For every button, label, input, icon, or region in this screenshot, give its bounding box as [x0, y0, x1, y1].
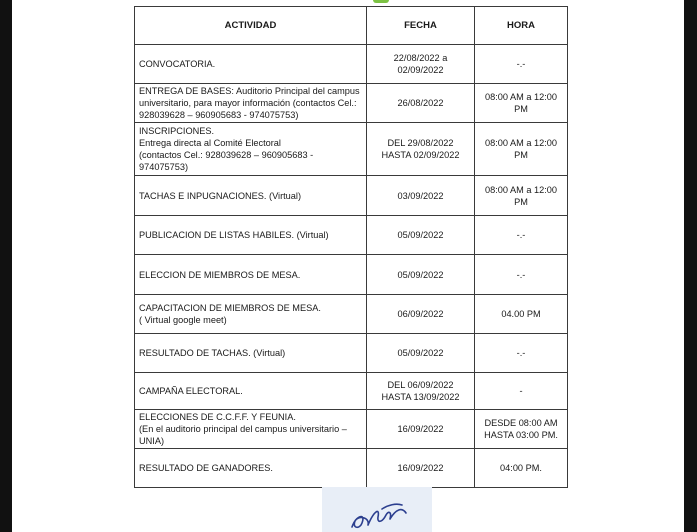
table-row	[135, 334, 568, 373]
cell-actividad: CONVOCATORIA.	[135, 45, 367, 84]
table-row	[135, 295, 568, 334]
cell-fecha: DEL 06/09/2022 HASTA 13/09/2022	[367, 373, 475, 410]
cell-fecha: 16/09/2022	[367, 449, 475, 488]
cell-fecha: 16/09/2022	[367, 410, 475, 449]
cell-fecha: 22/08/2022 a 02/09/2022	[367, 45, 475, 84]
header-hora: HORA	[475, 7, 568, 45]
cell-actividad: ENTREGA DE BASES: Auditorio Principal del campus universitario, para mayor información (contactos Cel.: 928039628 – 960905683 - 974075753)	[135, 84, 367, 123]
header-fecha: FECHA	[367, 7, 475, 45]
table-header-row	[135, 7, 568, 45]
cell-hora: 04.00 PM	[475, 295, 568, 334]
cell-actividad: INSCRIPCIONES. Entrega directa al Comité Electoral (contactos Cel.: 928039628 – 960905683 - 974075753)	[135, 123, 367, 176]
handwritten-signature-icon	[322, 487, 432, 532]
cell-fecha: 05/09/2022	[367, 334, 475, 373]
cell-fecha: 26/08/2022	[367, 84, 475, 123]
cell-actividad: CAPACITACION DE MIEMBROS DE MESA. ( Virtual google meet)	[135, 295, 367, 334]
cell-fecha: 06/09/2022	[367, 295, 475, 334]
table-row	[135, 216, 568, 255]
cell-actividad: ELECCIONES DE C.C.F.F. Y FEUNIA. (En el auditorio principal del campus universitario – UNIA)	[135, 410, 367, 449]
cell-actividad: CAMPAÑA ELECTORAL.	[135, 373, 367, 410]
cell-actividad: RESULTADO DE GANADORES.	[135, 449, 367, 488]
header-actividad: ACTIVIDAD	[135, 7, 367, 45]
table-row	[135, 255, 568, 295]
cell-hora: DESDE 08:00 AM HASTA 03:00 PM.	[475, 410, 568, 449]
table-row	[135, 410, 568, 449]
cell-actividad: RESULTADO DE TACHAS. (Virtual)	[135, 334, 367, 373]
table-row	[135, 176, 568, 216]
cell-fecha: 05/09/2022	[367, 255, 475, 295]
cell-hora: -.-	[475, 216, 568, 255]
cell-fecha: 05/09/2022	[367, 216, 475, 255]
cell-actividad: PUBLICACION DE LISTAS HABILES. (Virtual)	[135, 216, 367, 255]
table-row	[135, 449, 568, 488]
table-row	[135, 84, 568, 123]
cell-hora: 08:00 AM a 12:00 PM	[475, 176, 568, 216]
election-schedule-table	[134, 6, 568, 488]
cell-hora: -.-	[475, 334, 568, 373]
cell-hora: -	[475, 373, 568, 410]
cell-hora: -.-	[475, 255, 568, 295]
signature-strokes	[322, 487, 432, 532]
cell-actividad: ELECCION DE MIEMBROS DE MESA.	[135, 255, 367, 295]
cell-actividad: TACHAS E INPUGNACIONES. (Virtual)	[135, 176, 367, 216]
cell-hora: -.-	[475, 45, 568, 84]
cell-hora: 08:00 AM a 12:00 PM	[475, 84, 568, 123]
green-header-mark	[373, 0, 389, 3]
cell-hora: 08:00 AM a 12:00 PM	[475, 123, 568, 176]
document-page	[12, 0, 684, 532]
table-row	[135, 45, 568, 84]
cell-fecha: 03/09/2022	[367, 176, 475, 216]
table-row	[135, 123, 568, 176]
table-row	[135, 373, 568, 410]
cell-hora: 04:00 PM.	[475, 449, 568, 488]
cell-fecha: DEL 29/08/2022 HASTA 02/09/2022	[367, 123, 475, 176]
